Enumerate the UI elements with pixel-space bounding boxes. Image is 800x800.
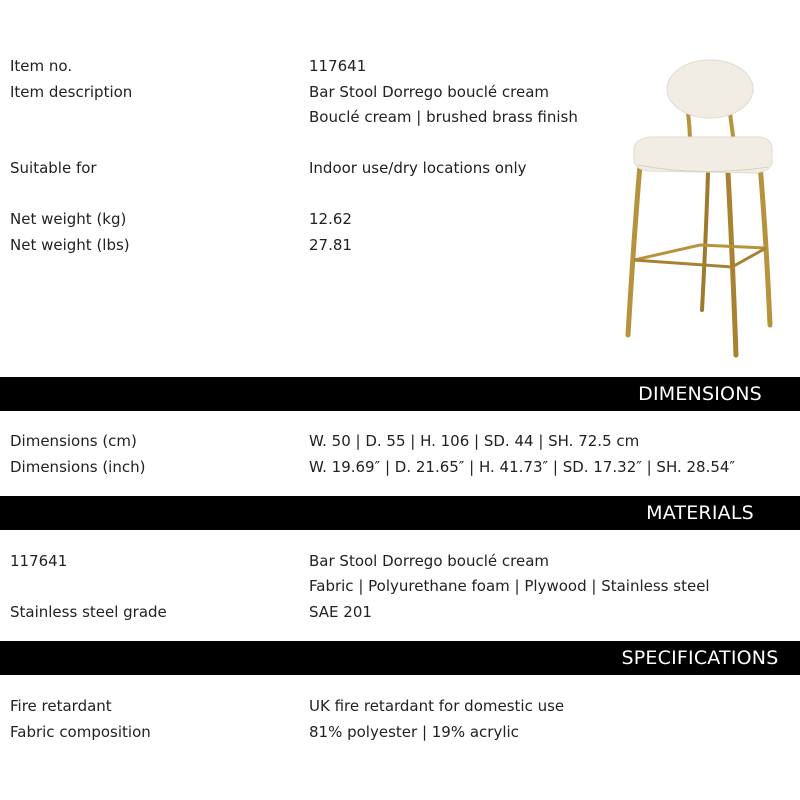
suitable-for-label: Suitable for [10, 159, 97, 177]
steel-grade-row [0, 599, 800, 625]
dimensions-cm-label: Dimensions (cm) [10, 432, 137, 450]
dimensions-header [0, 377, 800, 411]
item-no-label: Item no. [10, 57, 73, 75]
materials-item-label: 117641 [10, 552, 68, 570]
net-weight-kg-value: 12.62 [309, 210, 352, 228]
net-weight-kg-label: Net weight (kg) [10, 210, 127, 228]
steel-grade-value: SAE 201 [309, 603, 372, 621]
materials-header [0, 496, 800, 530]
item-description-finish: Bouclé cream | brushed brass finish [309, 108, 578, 126]
materials-composition-row [0, 573, 800, 599]
dimensions-inch-label: Dimensions (inch) [10, 458, 146, 476]
suitable-for-value: Indoor use/dry locations only [309, 159, 527, 177]
fabric-composition-label: Fabric composition [10, 723, 151, 741]
dimensions-inch-value: W. 19.69″ | D. 21.65″ | H. 41.73″ | SD. 17.32″ | SH. 28.54″ [309, 458, 736, 476]
materials-title: MATERIALS [646, 502, 754, 524]
steel-grade-label: Stainless steel grade [10, 603, 167, 621]
dimensions-inch-row [0, 454, 800, 480]
fire-retardant-value: UK fire retardant for domestic use [309, 697, 565, 715]
item-description-value: Bar Stool Dorrego bouclé cream [309, 83, 550, 101]
fire-retardant-label: Fire retardant [10, 697, 112, 715]
net-weight-lbs-value: 27.81 [309, 236, 352, 254]
materials-composition-value: Fabric | Polyurethane foam | Plywood | Stainless steel [309, 577, 710, 595]
fabric-composition-value: 81% polyester | 19% acrylic [309, 723, 519, 741]
dimensions-title: DIMENSIONS [638, 383, 762, 405]
dimensions-cm-row [0, 428, 800, 454]
specifications-header [0, 641, 800, 675]
fire-retardant-row [0, 693, 800, 719]
materials-item-row [0, 548, 800, 574]
bar-stool-image [620, 55, 785, 360]
item-no-value: 117641 [309, 57, 367, 75]
fabric-composition-row [0, 719, 800, 745]
item-description-label: Item description [10, 83, 133, 101]
net-weight-lbs-label: Net weight (lbs) [10, 236, 130, 254]
dimensions-cm-value: W. 50 | D. 55 | H. 106 | SD. 44 | SH. 72.5 cm [309, 432, 640, 450]
materials-item-value: Bar Stool Dorrego bouclé cream [309, 552, 550, 570]
specifications-title: SPECIFICATIONS [621, 647, 779, 669]
